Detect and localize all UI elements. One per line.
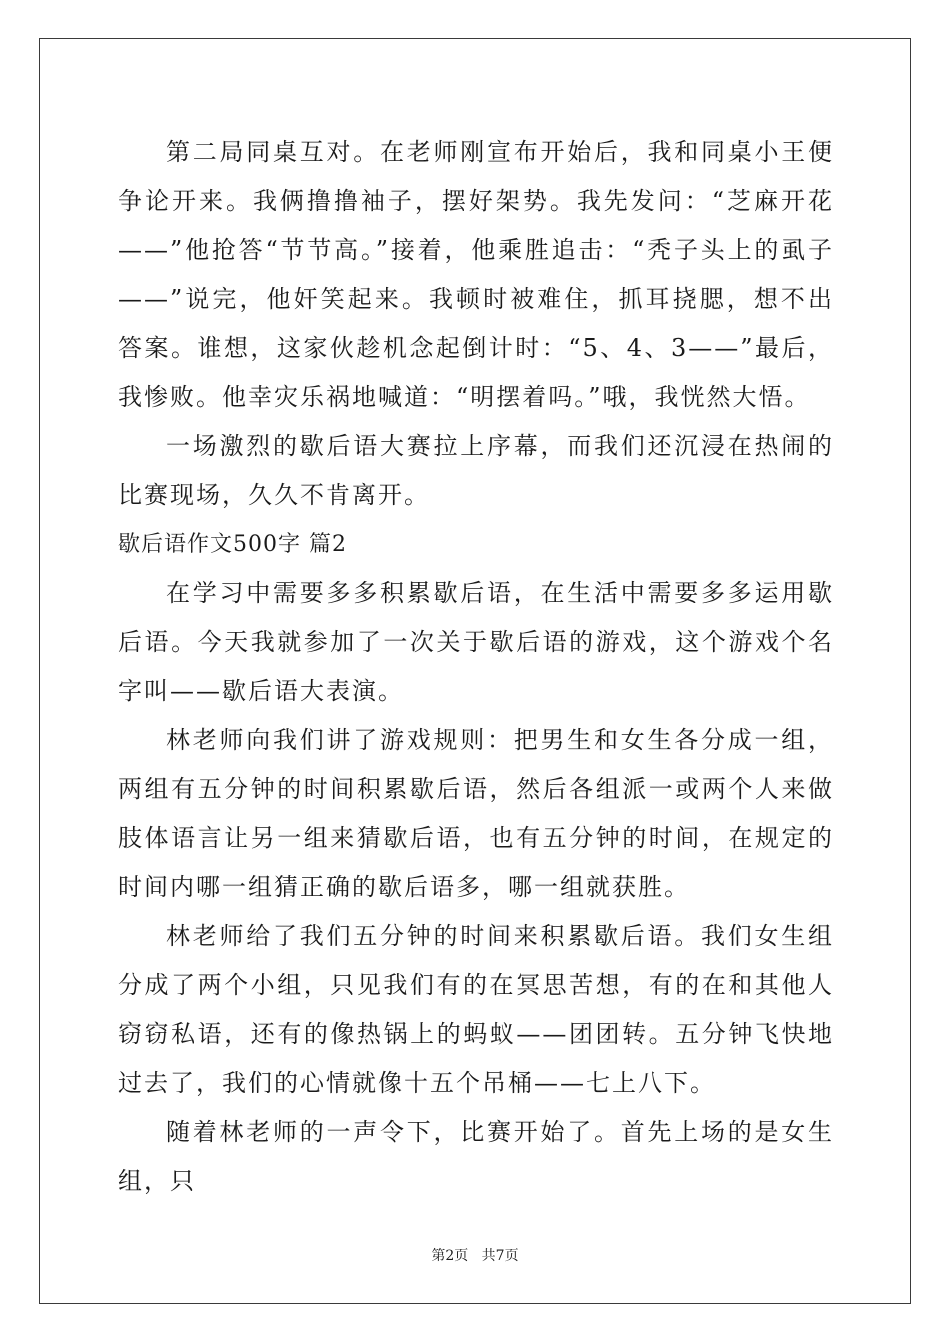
paragraph-round-two: 第二局同桌互对。在老师刚宣布开始后，我和同桌小王便争论开来。我俩撸撸袖子，摆好架势。我先发问：“芝麻开花——”他抢答“节节高。”接着，他乘胜追击：“秃子头上的虱子——”说完，他奸笑起来。我顿时被难住，抓耳挠腮，想不出答案。谁想，这家伙趁机念起倒计时：“5、4、3——”最后，我惨败。他幸灾乐祸地喊道：“明摆着吗。”哦，我恍然大悟。 bbox=[118, 138, 834, 411]
paragraph-rules: 林老师向我们讲了游戏规则：把男生和女生各分成一组，两组有五分钟的时间积累歇后语，然后各组派一或两个人来做肢体语言让另一组来猜歇后语，也有五分钟的时间，在规定的时间内哪一组猜正确的歇后语多，哪一组就获胜。 bbox=[118, 726, 834, 901]
section-title: 歇后语作文500字 篇2 bbox=[118, 532, 347, 557]
paragraph-intro: 在学习中需要多多积累歇后语，在生活中需要多多运用歇后语。今天我就参加了一次关于歇后语的游戏，这个游戏个名字叫——歇后语大表演。 bbox=[118, 579, 834, 705]
page-number: 第2页 bbox=[431, 1248, 469, 1264]
paragraph-closing: 一场激烈的歇后语大赛拉上序幕，而我们还沉浸在热闹的比赛现场，久久不肯离开。 bbox=[118, 432, 834, 509]
page-footer bbox=[0, 1245, 950, 1265]
page-total: 共7页 bbox=[481, 1248, 519, 1264]
paragraph-preparation: 林老师给了我们五分钟的时间来积累歇后语。我们女生组分成了两个小组，只见我们有的在冥思苦想，有的在和其他人窃窃私语，还有的像热锅上的蚂蚁——团团转。五分钟飞快地过去了，我们的心情就像十五个吊桶——七上八下。 bbox=[118, 922, 834, 1097]
document-body bbox=[118, 128, 834, 1206]
paragraph-start: 随着林老师的一声令下，比赛开始了。首先上场的是女生组，只 bbox=[118, 1118, 834, 1195]
